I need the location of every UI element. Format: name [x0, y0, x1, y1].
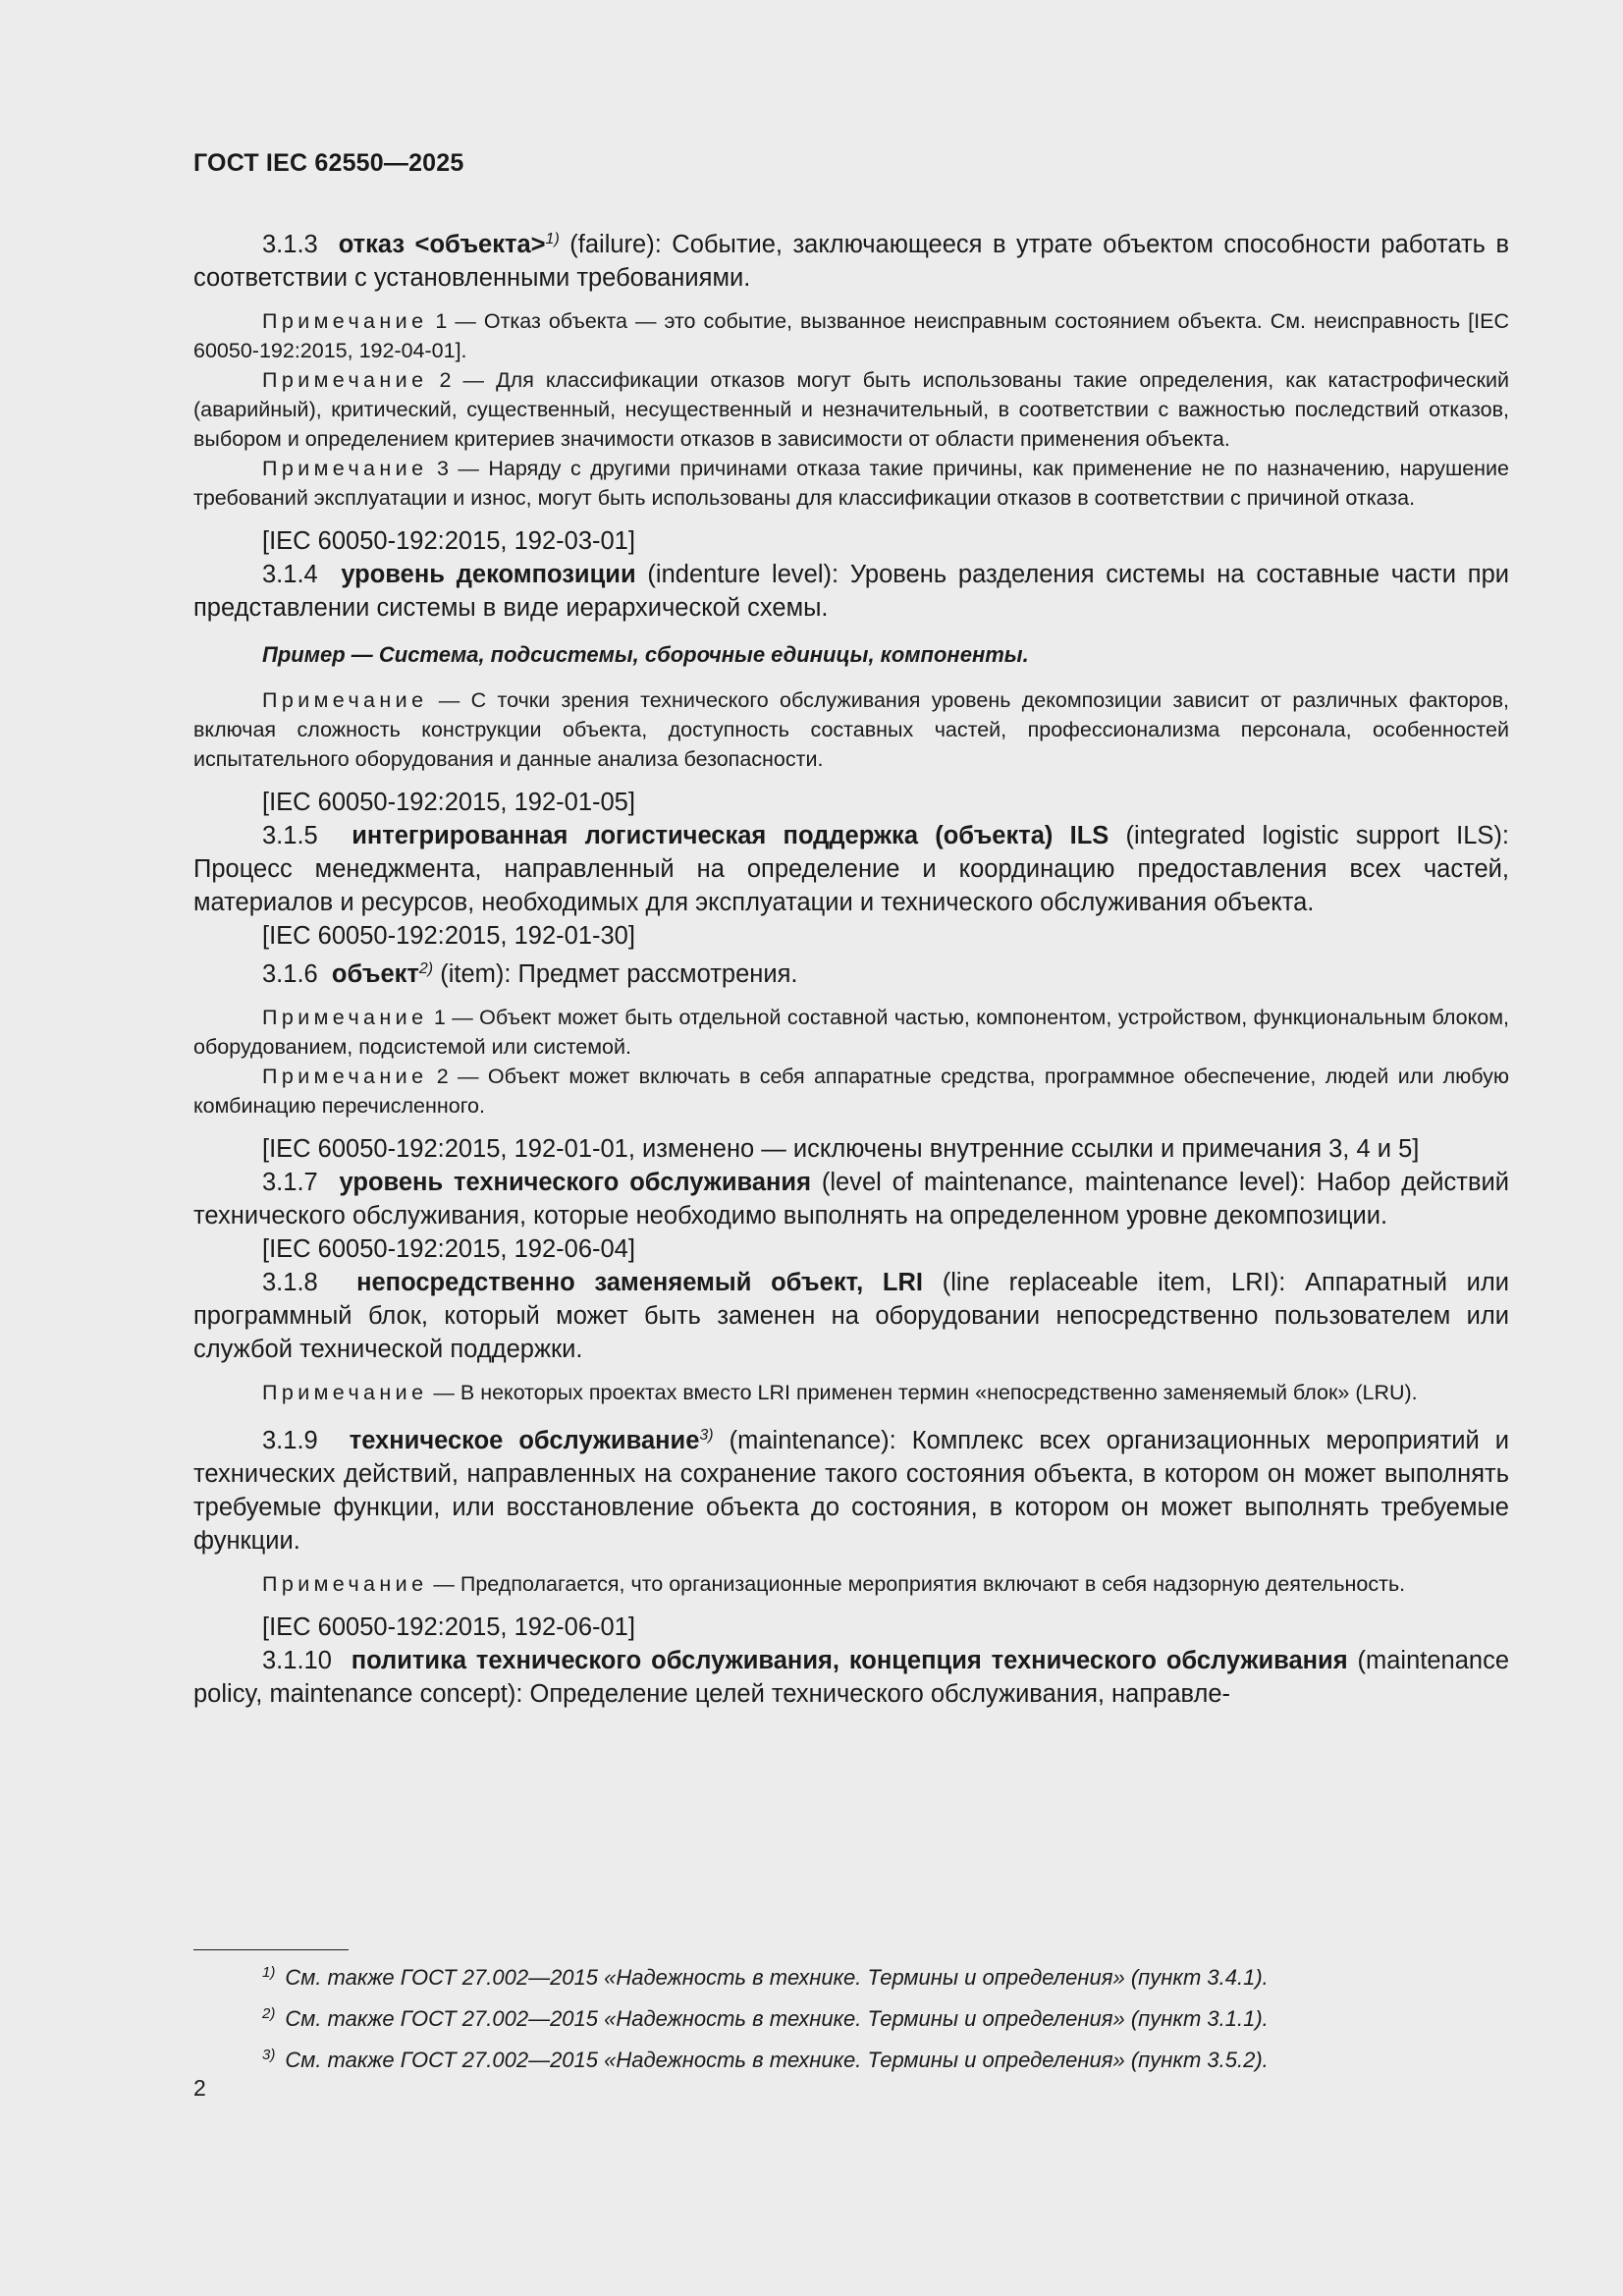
document-page: [193, 0, 1509, 2296]
clause-number: 3.1.6: [262, 960, 318, 988]
note-text: 3 — Наряду с другими причинами отказа такие причины, как применение не по назначению, нарушение требований эксплуатации и износ, могут быть использованы для классификации отказов в соответствии с причиной отказа.: [193, 457, 1509, 510]
note-label: Примечание: [262, 1572, 428, 1596]
source-reference: [IEC 60050-192:2015, 192-06-04]: [262, 1235, 635, 1263]
term-3-1-3: [193, 223, 1509, 295]
footnote-mark: 1): [262, 1964, 276, 1981]
document-header: ГОСТ IEC 62550—2025: [193, 149, 464, 177]
clause-number: 3.1.4: [262, 561, 318, 588]
document-body: [193, 223, 1509, 1711]
term-3-1-4: [193, 558, 1509, 625]
note-text: — В некоторых проектах вместо LRI применен термин «непосредственно заменяемый блок» (LRU).: [427, 1381, 1418, 1404]
note-label: Примечание: [262, 1006, 428, 1029]
term-title: уровень технического обслуживания: [339, 1169, 811, 1196]
term-title: объект: [331, 960, 419, 988]
footnote-text: См. также ГОСТ 27.002—2015 «Надежность в технике. Термины и определения» (пункт 3.5.2).: [285, 2048, 1269, 2072]
note-text: 2 — Для классификации отказов могут быть использованы такие определения, как катастрофический (аварийный), критический, существенный, несущественный и незначительный, в соответствии с важностью последствий отказов, выбором и определением критериев значимости отказов в зависимости от области применения объекта.: [193, 368, 1509, 451]
term-title: уровень декомпозиции: [341, 561, 636, 588]
term-title: интегрированная логистическая поддержка (объекта) ILS: [352, 822, 1109, 849]
note-text: — Предполагается, что организационные мероприятия включают в себя надзорную деятельность.: [427, 1572, 1406, 1596]
term-title: отказ <объекта>: [338, 231, 546, 258]
term-definition: (line replaceable item, LRI): Аппаратный или программный блок, который может быть заменен на оборудовании непосредственно пользователем или службой технической поддержки.: [193, 1269, 1509, 1363]
term-definition: (item): Предмет рассмотрения.: [433, 960, 798, 988]
note-text: 1 — Объект может быть отдельной составной частью, компонентом, устройством, функциональным блоком, оборудованием, подсистемой или системой.: [193, 1006, 1509, 1059]
term-definition: (integrated logistic support ILS): Процесс менеджмента, направленный на определение и координацию предоставления всех частей, материалов и ресурсов, необходимых для эксплуатации и технического обслуживания объекта.: [193, 822, 1509, 916]
source-reference: [IEC 60050-192:2015, 192-06-01]: [262, 1613, 635, 1641]
footnotes: [193, 1949, 1509, 2078]
footnote-ref: 3): [699, 1427, 714, 1444]
example-3-1-4: Пример — Система, подсистемы, сборочные единицы, компоненты.: [262, 642, 1029, 667]
source-reference: [IEC 60050-192:2015, 192-01-30]: [262, 922, 635, 950]
note-label: Примечание: [262, 1381, 428, 1404]
footnote-text: См. также ГОСТ 27.002—2015 «Надежность в технике. Термины и определения» (пункт 3.4.1).: [285, 1965, 1269, 1990]
note-label: Примечание: [262, 309, 428, 333]
term-definition: (failure): Событие, заключающееся в утрате объектом способности работать в соответствии с установленными требованиями.: [193, 231, 1509, 292]
note-label: Примечание: [262, 368, 428, 392]
term-definition: (level of maintenance, maintenance level): Набор действий технического обслуживания, которые необходимо выполнять на определенном уровне декомпозиции.: [193, 1169, 1509, 1230]
clause-number: 3.1.9: [262, 1427, 318, 1454]
term-definition: (maintenance policy, maintenance concept): Определение целей технического обслуживания, направле-: [193, 1647, 1509, 1708]
footnote-separator: [193, 1949, 349, 1950]
clause-number: 3.1.8: [262, 1269, 318, 1296]
footnote-1: [193, 1954, 1509, 1995]
footnote-ref: 1): [545, 231, 560, 247]
note-3-1-3-3: [193, 454, 1509, 513]
clause-number: 3.1.10: [262, 1647, 332, 1674]
clause-number: 3.1.5: [262, 822, 318, 849]
source-reference: [IEC 60050-192:2015, 192-03-01]: [262, 527, 635, 555]
clause-number: 3.1.3: [262, 231, 318, 258]
footnote-text: См. также ГОСТ 27.002—2015 «Надежность в технике. Термины и определения» (пункт 3.1.1).: [285, 2006, 1269, 2031]
term-3-1-7: [193, 1166, 1509, 1232]
footnote-mark: 2): [262, 2005, 276, 2022]
note-3-1-6-1: [193, 1003, 1509, 1062]
term-definition: (indenture level): Уровень разделения системы на составные части при представлении системы в виде иерархической схемы.: [193, 561, 1509, 622]
footnote-mark: 3): [262, 2047, 276, 2063]
note-label: Примечание: [262, 1065, 428, 1088]
note-3-1-9: [193, 1569, 1509, 1599]
clause-number: 3.1.7: [262, 1169, 318, 1196]
note-label: Примечание: [262, 457, 428, 480]
note-text: — С точки зрения технического обслуживания уровень декомпозиции зависит от различных факторов, включая сложность конструкции объекта, доступность составных частей, профессионализма персонала, особенностей испытательного оборудования и данные анализа безопасности.: [193, 688, 1509, 771]
footnote-3: [193, 2037, 1509, 2078]
term-definition: (maintenance): Комплекс всех организационных мероприятий и технических действий, направленных на сохранение такого состояния объекта, в котором он может выполнять требуемые функции, или восстановление объекта до состояния, в котором он может выполнять требуемые функции.: [193, 1427, 1510, 1555]
note-3-1-3-1: [193, 306, 1509, 365]
footnote-ref: 2): [418, 960, 434, 977]
term-3-1-9: [193, 1419, 1509, 1558]
page-number: 2: [193, 2075, 206, 2101]
source-reference: [IEC 60050-192:2015, 192-01-05]: [262, 789, 635, 816]
term-title: непосредственно заменяемый объект, LRI: [356, 1269, 924, 1296]
term-3-1-6: [193, 953, 1509, 991]
footnote-2: [193, 1995, 1509, 2037]
note-3-1-8: [193, 1378, 1509, 1407]
note-3-1-6-2: [193, 1062, 1509, 1121]
note-3-1-3-2: [193, 365, 1509, 454]
term-title: политика технического обслуживания, концепция технического обслуживания: [351, 1647, 1348, 1674]
note-3-1-4: [193, 685, 1509, 774]
note-label: Примечание: [262, 688, 428, 712]
term-3-1-10: [193, 1644, 1509, 1711]
note-text: 2 — Объект может включать в себя аппаратные средства, программное обеспечение, людей или любую комбинацию перечисленного.: [193, 1065, 1509, 1118]
term-3-1-8: [193, 1266, 1509, 1366]
term-3-1-5: [193, 819, 1509, 919]
term-title: техническое обслуживание: [349, 1427, 700, 1454]
source-reference: [IEC 60050-192:2015, 192-01-01, изменено — исключены внутренние ссылки и примечания 3, 4 и 5]: [262, 1135, 1420, 1163]
note-text: 1 — Отказ объекта — это событие, вызванное неисправным состоянием объекта. См. неисправность [IEC 60050-192:2015, 192-04-01].: [193, 309, 1509, 362]
